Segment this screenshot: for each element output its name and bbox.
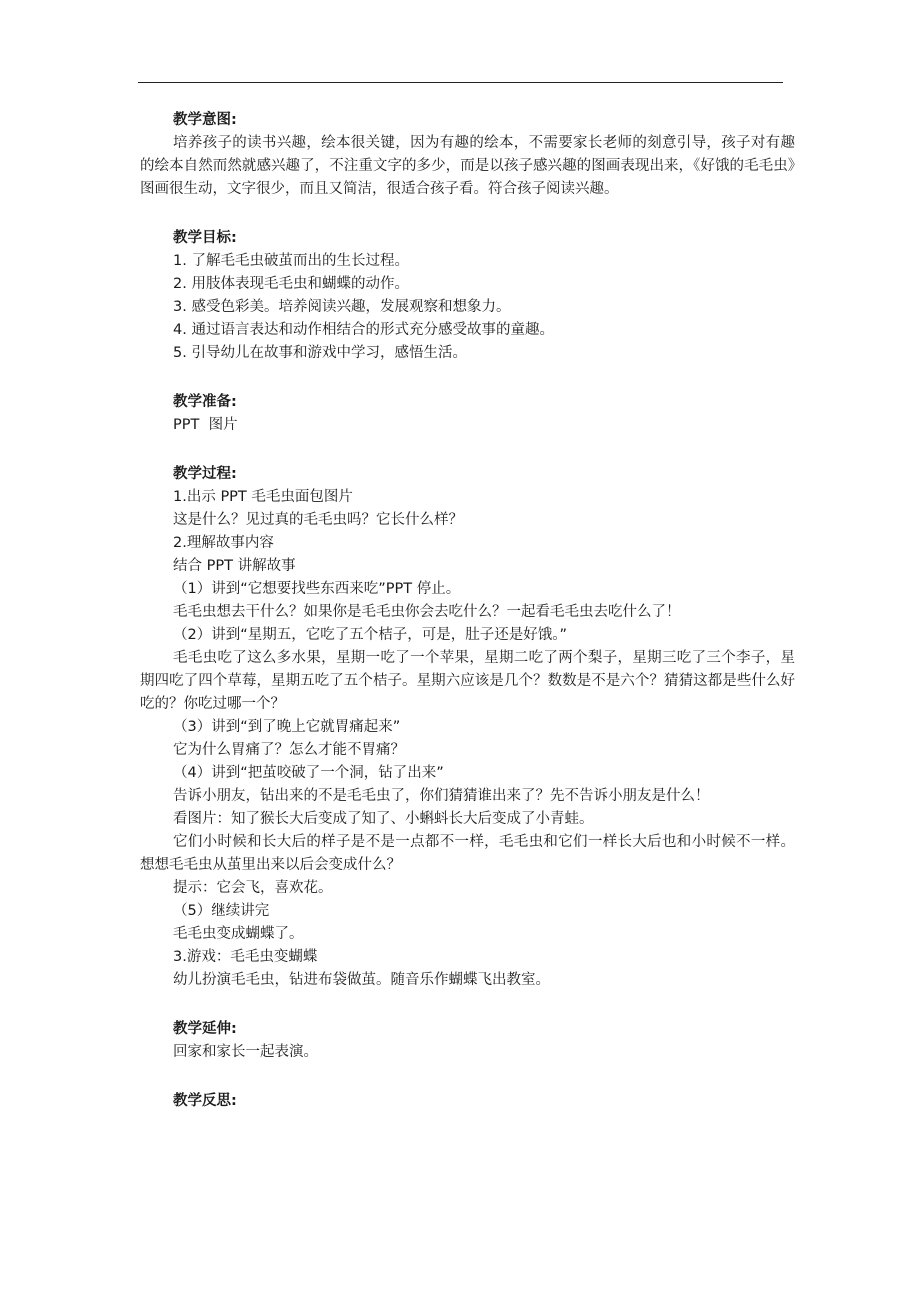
document-body — [140, 109, 795, 1113]
process-line: 2.理解故事内容 — [173, 535, 274, 551]
process-line: 提示：它会飞，喜欢花。 — [173, 880, 333, 896]
process-paragraph: 它们小时候和长大后的样子是不是一点都不一样，毛毛虫和它们一样长大后也和小时候不一样。想想毛毛虫从茧里出来以后会变成什么？ — [140, 834, 795, 873]
process-line: 幼儿扮演毛毛虫，钻进布袋做茧。随音乐作蝴蝶飞出教室。 — [173, 972, 550, 988]
reflection-heading: 教学反思: — [173, 1093, 237, 1109]
process-line: 毛毛虫变成蝴蝶了。 — [173, 926, 304, 942]
goal-item-4: 4. 通过语言表达和动作相结合的形式充分感受故事的童趣。 — [173, 322, 554, 338]
intent-heading: 教学意图: — [173, 112, 237, 128]
goal-item-2: 2. 用肢体表现毛毛虫和蝴蝶的动作。 — [173, 276, 409, 292]
prep-heading: 教学准备: — [173, 394, 237, 410]
extension-heading: 教学延伸: — [173, 1021, 237, 1037]
process-line: 毛毛虫想去干什么？如果你是毛毛虫你会去吃什么？一起看毛毛虫去吃什么了！ — [173, 604, 681, 620]
process-line: （1）讲到“它想要找些东西来吃”PPT 停止。 — [173, 581, 461, 597]
goal-item-3: 3. 感受色彩美。培养阅读兴趣，发展观察和想象力。 — [173, 299, 511, 315]
process-line: 1.出示 PPT 毛毛虫面包图片 — [173, 489, 353, 505]
goals-heading: 教学目标: — [173, 230, 237, 246]
process-line: 这是什么？见过真的毛毛虫吗？它长什么样？ — [173, 512, 463, 528]
process-line: 看图片：知了猴长大后变成了知了、小蝌蚪长大后变成了小青蛙。 — [173, 811, 594, 827]
prep-text: PPT 图片 — [173, 417, 238, 433]
process-line: 3.游戏：毛毛虫变蝴蝶 — [173, 949, 318, 965]
process-heading: 教学过程: — [173, 466, 237, 482]
goal-item-1: 1. 了解毛毛虫破茧而出的生长过程。 — [173, 253, 409, 269]
goal-item-5: 5. 引导幼儿在故事和游戏中学习，感悟生活。 — [173, 345, 467, 361]
extension-text: 回家和家长一起表演。 — [173, 1044, 318, 1060]
process-line: （2）讲到“星期五，它吃了五个桔子，可是，肚子还是好饿。” — [173, 627, 567, 643]
process-line: 它为什么胃痛了？怎么才能不胃痛？ — [173, 742, 405, 758]
process-line: （5）继续讲完 — [173, 903, 270, 919]
process-line: 结合 PPT 讲解故事 — [173, 558, 296, 574]
process-line: 告诉小朋友，钻出来的不是毛毛虫了，你们猜猜谁出来了？先不告诉小朋友是什么！ — [173, 788, 710, 804]
intent-paragraph: 培养孩子的读书兴趣，绘本很关键，因为有趣的绘本，不需要家长老师的刻意引导，孩子对有趣的绘本自然而然就感兴趣了，不注重文字的多少，而是以孩子感兴趣的图画表现出来，《好饿的毛毛虫》图画很生动，文字很少，而且又简洁，很适合孩子看。符合孩子阅读兴趣。 — [140, 135, 795, 197]
header-rule — [138, 82, 783, 83]
process-paragraph: 毛毛虫吃了这么多水果，星期一吃了一个苹果，星期二吃了两个梨子，星期三吃了三个李子，星期四吃了四个草莓，星期五吃了五个桔子。星期六应该是几个？数数是不是六个？猜猜这都是些什么好吃的？你吃过哪一个？ — [140, 650, 795, 712]
process-line: （3）讲到“到了晚上它就胃痛起来” — [173, 719, 401, 735]
process-line: （4）讲到“把茧咬破了一个洞，钻了出来” — [173, 765, 444, 781]
